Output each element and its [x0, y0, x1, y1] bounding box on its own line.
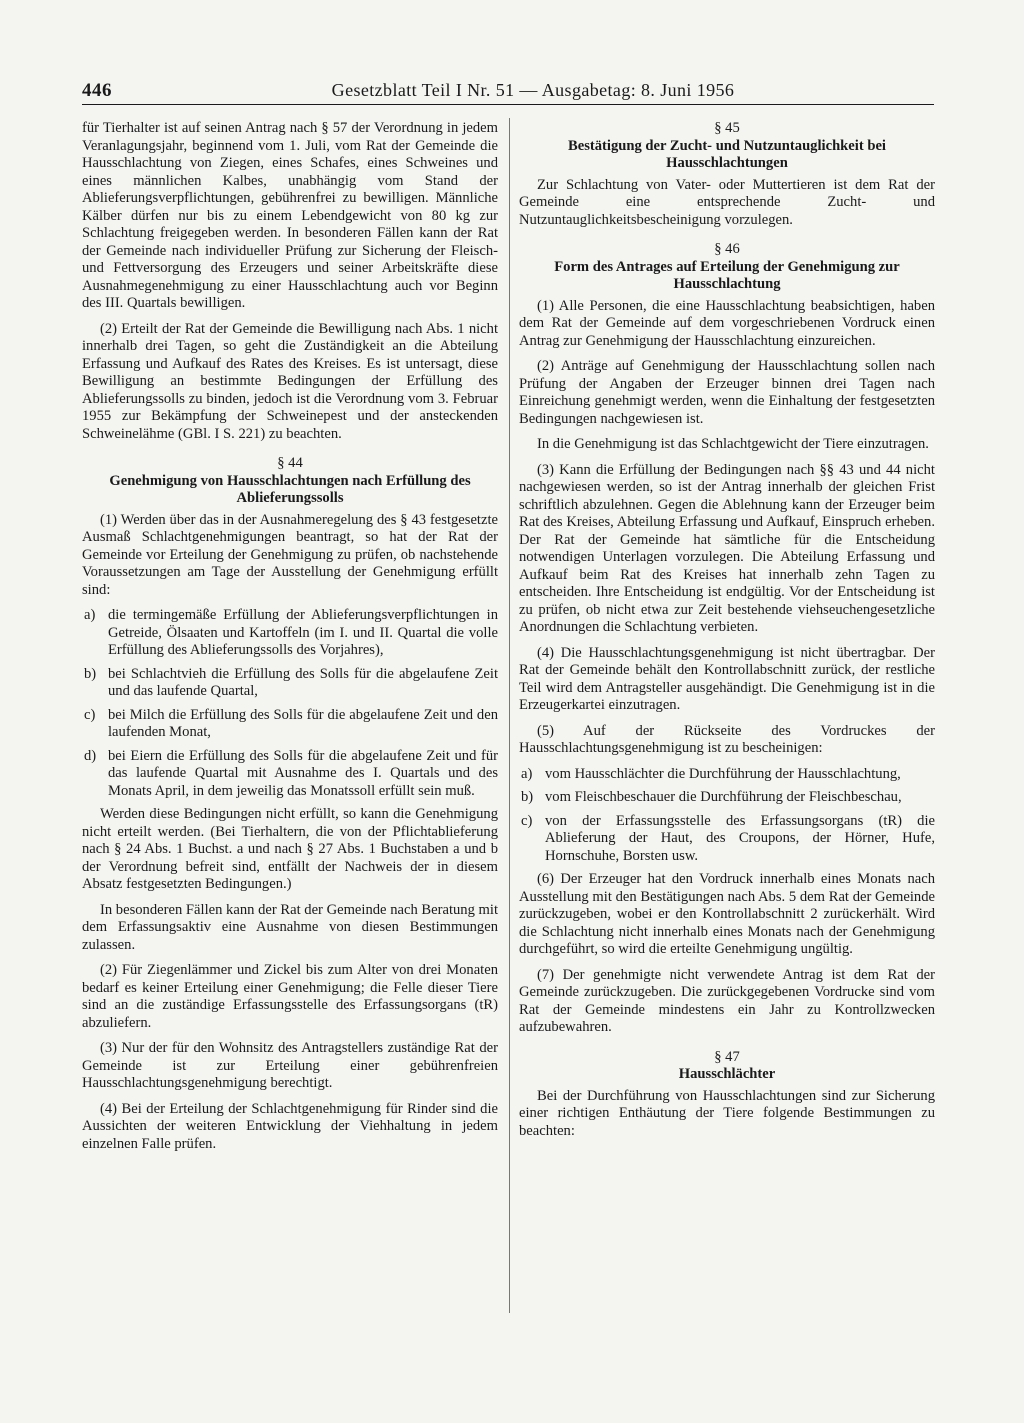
list-label: c) [521, 812, 533, 829]
paragraph-intro: für Tierhalter ist auf seinen Antrag nach § 57 der Verordnung in jedem Veranlagungsjahr, beginnend vom 1. Juli, vom Rat der Gemeinde die Hausschlachtung von Ziegen, eines Schafes, eines Schweines und eines männlichen Kalbes, unabhängig vom Stand der Ablieferungsverpflichtungen, gebührenfrei zu bewilligen. Männliche Kälber dürfen nur bis zu einem Lebendgewicht von 80 kg zur Schlachtung freigegeben werden. In besonderen Fällen kann der Rat der Gemeinde nach individueller Prüfung zur Sicherung der Fleisch- und Fettversorgung des Erzeugers und seiner Arbeitskräfte diese Ausnahmegenehmigung zu einer Hausschlachtung auch vor Beginn des III. Quartals bewilligen. [82, 120, 498, 311]
page-header [82, 78, 934, 105]
list-label: c) [84, 706, 96, 723]
section-44-paragraph-1: (1) Werden über das in der Ausnahmeregelung des § 43 festgesetzte Ausmaß Schlachtgenehmigungen beantragt, so hat der Rat der Gemeinde vor Erteilung der Genehmigung zu prüfen, ob nachstehende Voraussetzungen am Tage der Ausstellung der Genehmigung erfüllt sind: [82, 511, 498, 598]
section-44-paragraph-exceptions: In besonderen Fällen kann der Rat der Gemeinde nach Beratung mit dem Erfassungsaktiv eine Ausnahme von diesen Bestimmungen zulassen. [82, 901, 498, 953]
list-text: von der Erfassungsstelle des Erfassungsorgans (tR) die Ablieferung der Haut, des Croupons, der Hörner, Hufe, Hornschuhe, Borsten usw. [545, 812, 935, 864]
list-item-b [82, 666, 498, 701]
section-46-title: Form des Antrages auf Erteilung der Genehmigung zur Hausschlachtung [554, 258, 900, 292]
section-44-paragraph-3: (3) Nur der für den Wohnsitz des Antragstellers zuständige Rat der Gemeinde ist zur Erteilung einer gebührenfreien Hausschlachtungsgenehmigung berechtigt. [82, 1040, 498, 1091]
list-label: d) [84, 747, 97, 764]
column-divider [509, 118, 510, 1313]
list-label: a) [84, 607, 96, 623]
section-46-paragraph-7: (7) Der genehmigte nicht verwendete Antrag ist dem Rat der Gemeinde zurückzugeben. Die zurückgegebenen Vordrucke sind vom Rat der Gemeinde mindestens ein Jahr zu Kontrollzwecken aufzubewahren. [519, 966, 935, 1035]
section-46-paragraph-3: (3) Kann die Erfüllung der Bedingungen nach §§ 43 und 44 nicht nachgewiesen werden, so ist der Antrag innerhalb der gleichen Frist schriftlich abzulehnen. Gegen die Ablehnung kann der Erzeuger beim Rat des Kreises, Abteilung Erfassung und Aufkauf, Einspruch erheben. Der Rat der Gemeinde hat sämtliche für die Entscheidung notwendigen Unterlagen vorzulegen. Die Abteilung Erfassung und Aufkauf beim Rat des Kreises hat innerhalb zehn Tagen zu entscheiden. Ihre Entscheidung ist endgültig. Vor der Entscheidung ist zu prüfen, ob nicht etwa zur Zeit bestehende viehseuchengesetzliche Anordnungen die Schlachtung verbieten. [519, 461, 935, 635]
list-label: b) [521, 789, 534, 805]
list-text: vom Fleischbeschauer die Durchführung der Fleischbeschau, [545, 789, 902, 805]
section-45-title: Bestätigung der Zucht- und Nutzuntauglichkeit bei Hausschlachtungen [567, 137, 886, 171]
section-46-paragraph-5: (5) Auf der Rückseite des Vordruckes der Hausschlachtungsgenehmigung ist zu bescheinigen: [519, 722, 935, 756]
list-label: a) [521, 765, 533, 782]
list-text: vom Hausschlächter die Durchführung der Hausschlachtung, [545, 765, 901, 782]
section-46-paragraph-1: (1) Alle Personen, die eine Hausschlachtung beabsichtigen, haben dem Rat der Gemeinde auf dem vorgeschriebenen Vordruck einen Antrag zur Genehmigung der Hausschlachtung einzureichen. [519, 297, 935, 349]
list-text: bei Schlachtvieh die Erfüllung des Solls für die abgelaufene Zeit und das laufende Quartal, [108, 665, 498, 699]
list-item-d [82, 748, 498, 801]
right-column [519, 120, 935, 1148]
header-title: Gesetzblatt Teil I Nr. 51 — Ausgabetag: 8. Juni 1956 [331, 80, 735, 100]
paragraph-2: (2) Erteilt der Rat der Gemeinde die Bewilligung nach Abs. 1 nicht innerhalb drei Tagen, so geht die Zuständigkeit an die Abteilung Erfassung und Aufkauf des Rates des Kreises. Es ist untersagt, diese Bewilligung an bestimmte Bedingungen der Erfüllung des Ablieferungssolls zu binden, jedoch ist die Verordnung vom 3. Februar 1955 zur Bekämpfung der Schweinepest und der ansteckenden Schweinelähme (GBl. I S. 221) zu beachten. [82, 320, 498, 442]
page-number: 446 [82, 80, 112, 101]
section-46-paragraph-6: (6) Der Erzeuger hat den Vordruck innerhalb eines Monats nach Ausstellung mit den Bestätigungen nach Abs. 5 dem Rat der Gemeinde zurückzugeben, wobei er den Kontrollabschnitt 2 zurückerhält. Wird die Schlachtung nicht innerhalb eines Monats nach der Genehmigung durchgeführt, so wird die erteilte Genehmigung ungültig. [519, 871, 935, 957]
left-column [82, 120, 498, 1161]
list-text: die termingemäße Erfüllung der Ablieferungsverpflichtungen in Getreide, Ölsaaten und Kartoffeln (im I. und II. Quartal die volle Erfüllung des Ablieferungssolls des Vorjahres), [108, 607, 498, 658]
list-text: bei Eiern die Erfüllung des Solls für die abgelaufene Zeit und für das laufende Quartal mit Ausnahme des I. Quartals und des Monats April, in dem jeweilig das Monatssoll erfüllt sein muß. [108, 747, 498, 799]
section-47-number: § 47 [714, 1048, 740, 1065]
list-item-a [519, 766, 935, 784]
list-text: bei Milch die Erfüllung des Solls für die abgelaufene Zeit und den laufenden Monat, [108, 706, 498, 740]
list-item-a [82, 607, 498, 660]
section-46-paragraph-4: (4) Die Hausschlachtungsgenehmigung ist nicht übertragbar. Der Rat der Gemeinde behält den Kontrollabschnitt zurück, der restliche Teil wird dem Antragsteller ausgehändigt. Die Genehmigung ist in die Erzeugerkartei einzutragen. [519, 644, 935, 713]
section-44-title: Genehmigung von Hausschlachtungen nach Erfüllung des Ablieferungssolls [109, 472, 471, 506]
list-item-c [82, 707, 498, 742]
section-46-number: § 46 [714, 241, 740, 257]
section-45-paragraph: Zur Schlachtung von Vater- oder Muttertieren ist dem Rat der Gemeinde eine entsprechende Zucht- und Nutzuntauglichkeitsbescheinigung vorzulegen. [519, 176, 935, 228]
section-47-title: Hausschlächter [678, 1066, 776, 1082]
section-46-paragraph-2: (2) Anträge auf Genehmigung der Hausschlachtung sollen nach Prüfung der Angaben der Erzeuger binnen drei Tagen nach Einreichung genehmigt werden, wenn die Einhaltung der festgesetzten Bedingungen nachgewiesen ist. [519, 358, 935, 427]
list-label: b) [84, 665, 97, 682]
section-44-paragraph-2: (2) Für Ziegenlämmer und Zickel bis zum Alter von drei Monaten bedarf es keiner Erteilung einer Genehmigung; die Felle dieser Tiere sind an die zuständige Erfassungsstelle des Erfassungsorgans (tR) abzuliefern. [82, 962, 498, 1031]
section-44-paragraph-4: (4) Bei der Erteilung der Schlachtgenehmigung für Rinder sind die Aussichten der weiteren Entwicklung der Viehhaltung in jedem einzelnen Falle prüfen. [82, 1100, 498, 1152]
section-47-paragraph: Bei der Durchführung von Hausschlachtungen sind zur Sicherung einer richtigen Enthäutung der Tiere folgende Bestimmungen zu beachten: [519, 1087, 935, 1139]
list-item-c [519, 813, 935, 866]
section-44-number: § 44 [277, 455, 303, 471]
list-item-b [519, 789, 935, 807]
section-44-paragraph-conditions: Werden diese Bedingungen nicht erfüllt, so kann die Genehmigung nicht erteilt werden. (Bei Tierhaltern, die von der Pflichtablieferung nach § 24 Abs. 1 Buchst. a und nach § 27 Abs. 1 Buchstaben a und b der Verordnung befreit sind, entfällt der Nachweis der in diesem Absatz festgesetzten Bedingungen.) [82, 806, 498, 892]
section-45-number: § 45 [714, 120, 740, 136]
section-46-paragraph-2b: In die Genehmigung ist das Schlachtgewicht der Tiere einzutragen. [537, 436, 929, 452]
